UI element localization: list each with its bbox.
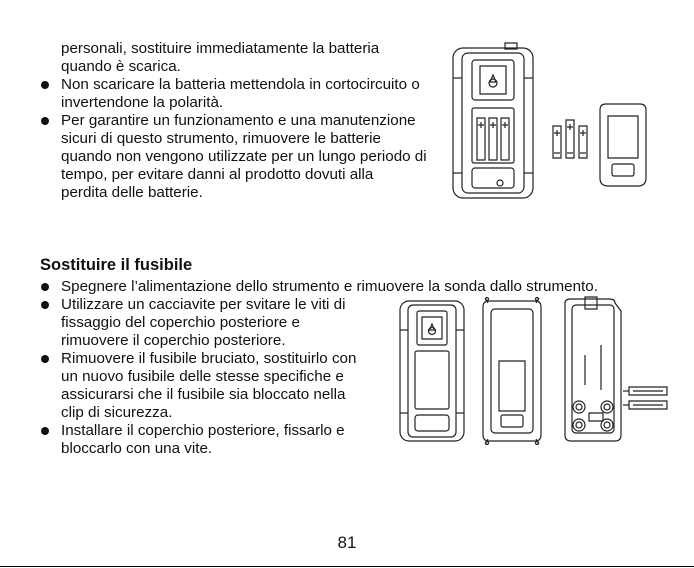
fuse-replacement-figure	[395, 295, 670, 447]
text-line: quando non vengono utilizzate per un lungo periodo di	[61, 148, 427, 165]
bullet-icon	[41, 355, 49, 363]
bullet-icon	[41, 427, 49, 435]
text-line: un nuovo fusibile delle stesse specifiche e	[61, 368, 344, 385]
text-line: Rimuovere il fusibile bruciato, sostituirlo con	[61, 350, 357, 367]
text-line: invertendone la polarità.	[61, 94, 224, 111]
page-number: 81	[337, 533, 357, 552]
text-line: quando è scarica.	[61, 58, 181, 75]
bullet-icon	[41, 283, 49, 291]
text-line: rimuovere il coperchio posteriore.	[61, 332, 286, 349]
text-line: personali, sostituire immediatamente la batteria	[61, 40, 380, 57]
text-line: perdita delle batterie.	[61, 184, 203, 201]
battery-replacement-figure	[450, 38, 675, 203]
text-line: Spegnere l’alimentazione dello strumento e rimuovere la sonda dallo strumento.	[61, 278, 598, 295]
bullet-icon	[41, 81, 49, 89]
bullet-icon	[41, 301, 49, 309]
text-line: sicuri di questo strumento, rimuovere le batterie	[61, 130, 381, 147]
text-line: fissaggio del coperchio posteriore e	[61, 314, 300, 331]
text-line: Non scaricare la batteria mettendola in cortocircuito o	[61, 76, 420, 93]
text-line: Utilizzare un cacciavite per svitare le viti di	[61, 296, 346, 313]
bullet-icon	[41, 117, 49, 125]
text-line: clip di sicurezza.	[61, 404, 173, 421]
section-heading: Sostituire il fusibile	[40, 256, 193, 274]
text-line: Installare il coperchio posteriore, fissarlo e	[61, 422, 345, 439]
text-line: assicurarsi che il fusibile sia bloccato nella	[61, 386, 346, 403]
text-line: bloccarlo con una vite.	[61, 440, 213, 457]
text-line: Per garantire un funzionamento e una manutenzione	[61, 112, 416, 129]
text-line: tempo, per evitare danni al prodotto dovuti alla	[61, 166, 374, 183]
bottom-rule	[0, 566, 694, 567]
